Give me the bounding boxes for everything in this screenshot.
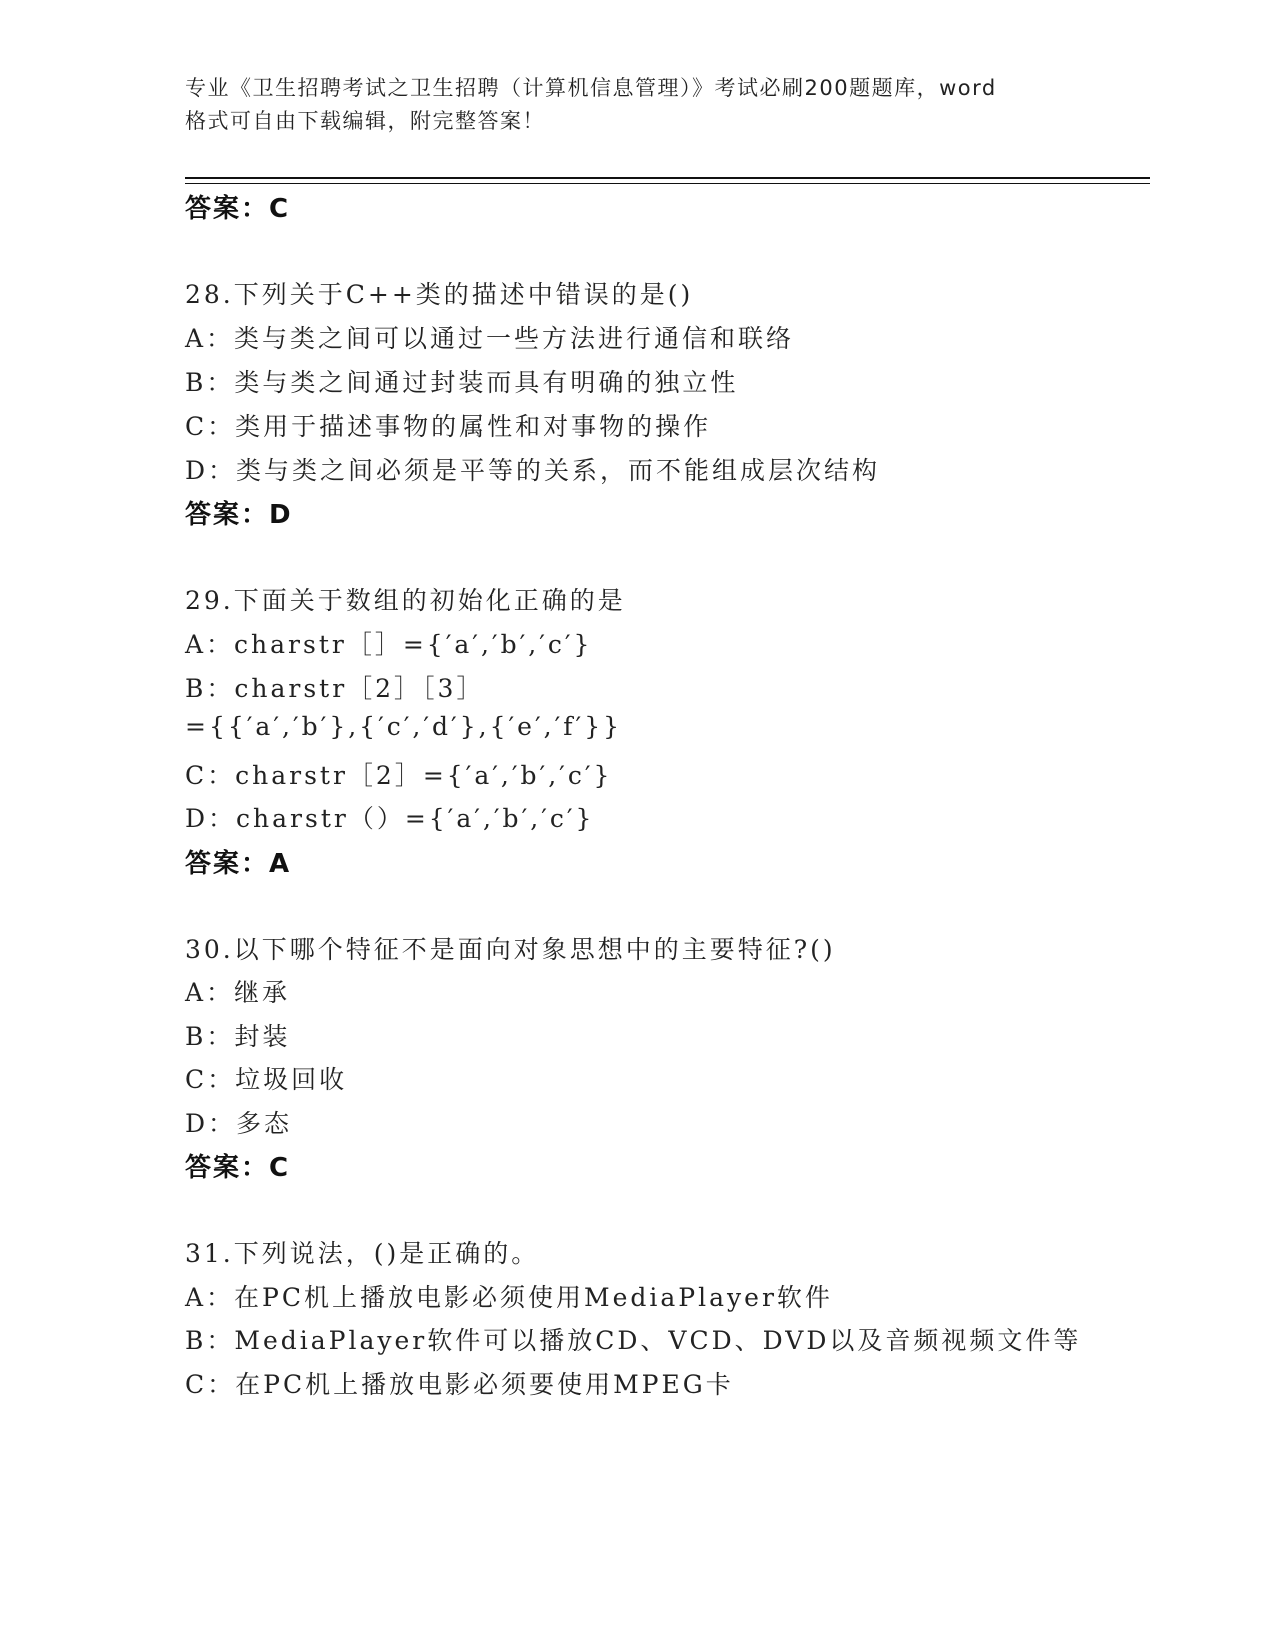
- question-29-option-b: B：charstr［2］［3］: [185, 674, 485, 703]
- question-30-option-b: B：封装: [185, 1022, 291, 1051]
- question-29-option-d: D：charstr（）={′a′,′b′,′c′}: [185, 804, 595, 833]
- question-31-option-a: A：在PC机上播放电影必须使用MediaPlayer软件: [185, 1283, 833, 1312]
- question-28-option-b: B：类与类之间通过封装而具有明确的独立性: [185, 368, 739, 397]
- question-30-stem: 30.以下哪个特征不是面向对象思想中的主要特征?(): [185, 935, 836, 964]
- question-29-answer: 答案：A: [185, 849, 292, 879]
- answer-previous: 答案：C: [185, 194, 291, 224]
- question-29-option-a: A：charstr［］={′a′,′b′,′c′}: [185, 630, 593, 659]
- document-header: [185, 72, 1085, 138]
- question-28-option-a: A：类与类之间可以通过一些方法进行通信和联络: [185, 324, 795, 353]
- question-28-stem: 28.下列关于C++类的描述中错误的是(): [185, 280, 694, 309]
- question-29-option-b-continued: ={{′a′,′b′},{′c′,′d′},{′e′,′f′}}: [185, 712, 623, 741]
- header-line-2: 格式可自由下载编辑，附完整答案！: [185, 109, 545, 133]
- question-30-option-c: C：垃圾回收: [185, 1065, 348, 1094]
- question-30-option-d: D：多态: [185, 1109, 293, 1138]
- question-29-option-c: C：charstr［2］={′a′,′b′,′c′}: [185, 761, 613, 790]
- question-30-option-a: A：继承: [185, 978, 291, 1007]
- question-31-stem: 31.下列说法，()是正确的。: [185, 1239, 540, 1268]
- question-28-answer: 答案：D: [185, 500, 293, 530]
- question-29-stem: 29.下面关于数组的初始化正确的是: [185, 586, 626, 615]
- header-line-1: 专业《卫生招聘考试之卫生招聘（计算机信息管理）》考试必刷200题题库，word: [185, 76, 997, 100]
- header-divider-thick: [185, 177, 1150, 179]
- question-28-option-c: C：类用于描述事物的属性和对事物的操作: [185, 412, 712, 441]
- question-31-option-c: C：在PC机上播放电影必须要使用MPEG卡: [185, 1370, 734, 1399]
- question-31-option-b: B：MediaPlayer软件可以播放CD、VCD、DVD以及音频视频文件等: [185, 1326, 1082, 1355]
- question-30-answer: 答案：C: [185, 1153, 291, 1183]
- header-divider-thin: [185, 183, 1150, 184]
- question-28-option-d: D：类与类之间必须是平等的关系，而不能组成层次结构: [185, 456, 881, 485]
